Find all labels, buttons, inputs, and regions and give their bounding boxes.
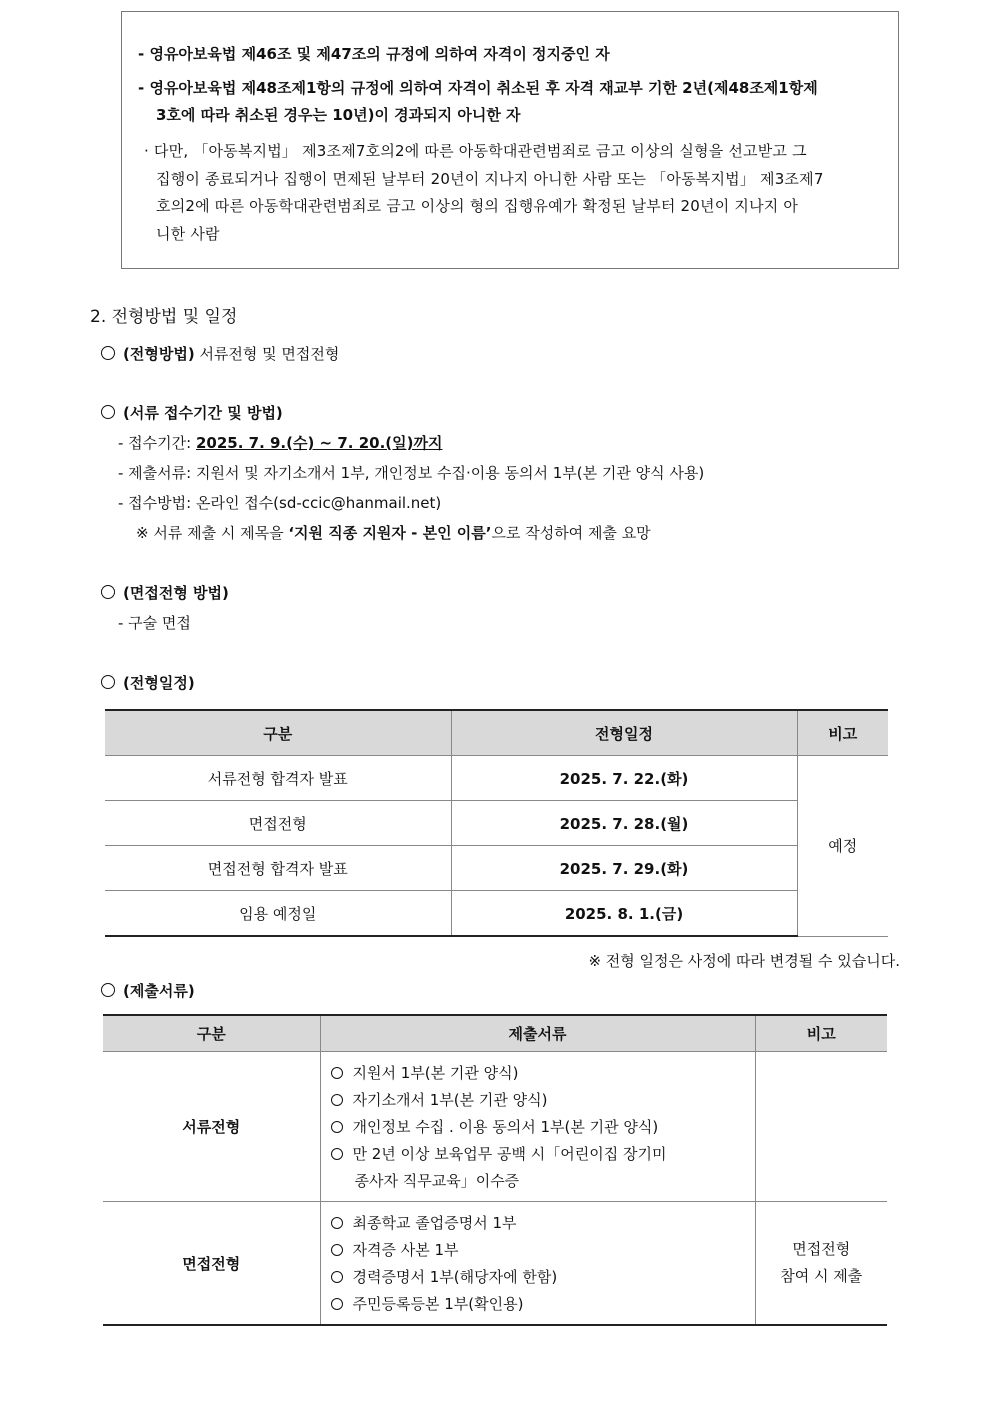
disqualification-note-line-2: 집행이 종료되거나 집행이 면제된 날부터 20년이 지나지 아니한 사람 또는 「아동복지법」 제3조제7 xyxy=(156,170,824,188)
disqualification-note-line-1: · 다만, 「아동복지법」 제3조제7호의2에 따른 아동학대관련범죄로 금고 이상의 실형을 선고받고 그 xyxy=(144,142,807,160)
schedule-stage: 임용 예정일 xyxy=(105,891,451,937)
circle-bullet-icon xyxy=(331,1244,343,1256)
schedule-footnote: ※ 전형 일정은 사정에 따라 변경될 수 있습니다. xyxy=(588,952,900,970)
document-item-text: 최종학교 졸업증명서 1부 xyxy=(352,1214,517,1232)
disqualification-item-2-line-1: - 영유아보육법 제48조제1항의 규정에 의하여 자격이 취소된 후 자격 재교부 기한 2년(제48조제1항제 xyxy=(138,79,818,97)
table-row xyxy=(103,1202,887,1326)
document-item-text: 주민등록등본 1부(확인용) xyxy=(352,1295,524,1313)
documents-label: (제출서류) xyxy=(123,982,195,1000)
documents-table xyxy=(103,1014,887,1326)
header-remark: 비고 xyxy=(755,1015,887,1052)
list-item xyxy=(331,1114,745,1141)
section-heading: 2. 전형방법 및 일정 xyxy=(90,307,238,327)
submission-docs: - 제출서류: 지원서 및 자기소개서 1부, 개인정보 수집·이용 동의서 1부(본 기관 양식 사용) xyxy=(118,464,705,482)
documents-remark-line-2: 참여 시 제출 xyxy=(780,1267,863,1285)
documents-remark xyxy=(755,1052,887,1202)
circle-bullet-icon xyxy=(331,1121,343,1133)
circle-bullet-icon xyxy=(101,585,115,599)
circle-bullet-icon xyxy=(331,1094,343,1106)
schedule-label-line xyxy=(101,672,195,693)
disqualification-item-1: - 영유아보육법 제46조 및 제47조의 규정에 의하여 자격이 정지중인 자 xyxy=(138,45,610,63)
schedule-date: 2025. 7. 22.(화) xyxy=(451,756,797,801)
document-item-text: 경력증명서 1부(해당자에 한함) xyxy=(352,1268,558,1286)
schedule-stage: 서류전형 합격자 발표 xyxy=(105,756,451,801)
method-line xyxy=(101,343,339,364)
table-header-row xyxy=(105,710,888,756)
submission-label: (서류 접수기간 및 방법) xyxy=(123,404,283,422)
header-remark: 비고 xyxy=(797,710,888,756)
circle-bullet-icon xyxy=(101,675,115,689)
interview-text: - 구술 면접 xyxy=(118,614,191,632)
table-row xyxy=(105,891,888,937)
schedule-label: (전형일정) xyxy=(123,674,195,692)
list-item xyxy=(331,1141,745,1168)
submission-note-prefix: ※ 서류 제출 시 제목을 xyxy=(136,524,289,542)
schedule-remark: 예정 xyxy=(797,756,888,937)
circle-bullet-icon xyxy=(101,405,115,419)
schedule-stage: 면접전형 xyxy=(105,801,451,846)
schedule-date: 2025. 7. 29.(화) xyxy=(451,846,797,891)
documents-list xyxy=(320,1202,755,1326)
method-text: 서류전형 및 면접전형 xyxy=(194,345,340,363)
submission-method: - 접수방법: 온라인 접수(sd-ccic@hanmail.net) xyxy=(118,494,442,512)
list-item xyxy=(331,1264,745,1291)
document-item-text: 자기소개서 1부(본 기관 양식) xyxy=(352,1091,548,1109)
table-row xyxy=(105,801,888,846)
disqualification-item-2-line-2: 3호에 따라 취소된 경우는 10년)이 경과되지 아니한 자 xyxy=(156,106,521,124)
list-item xyxy=(331,1237,745,1264)
document-item-text: 자격증 사본 1부 xyxy=(352,1241,459,1259)
header-category: 구분 xyxy=(103,1015,320,1052)
documents-stage: 면접전형 xyxy=(103,1202,320,1326)
circle-bullet-icon xyxy=(101,346,115,360)
list-item xyxy=(331,1210,745,1237)
submission-label-line xyxy=(101,402,283,423)
circle-bullet-icon xyxy=(331,1148,343,1160)
documents-remark-line-1: 면접전형 xyxy=(792,1240,851,1258)
disqualification-note-line-4: 니한 사람 xyxy=(156,225,220,243)
table-row xyxy=(103,1052,887,1202)
documents-list xyxy=(320,1052,755,1202)
list-item xyxy=(331,1087,745,1114)
document-item-text: 개인정보 수집 . 이용 동의서 1부(본 기관 양식) xyxy=(352,1118,659,1136)
disqualification-box xyxy=(121,11,899,269)
submission-period-prefix: - 접수기간: xyxy=(118,434,196,452)
document-item-text: 만 2년 이상 보육업무 공백 시「어린이집 장기미 xyxy=(352,1145,667,1163)
schedule-date: 2025. 8. 1.(금) xyxy=(451,891,797,937)
interview-label-line xyxy=(101,582,229,603)
schedule-date: 2025. 7. 28.(월) xyxy=(451,801,797,846)
circle-bullet-icon xyxy=(331,1298,343,1310)
submission-note-bold: ‘지원 직종 지원자 - 본인 이름’ xyxy=(288,524,492,542)
document-item-text: 지원서 1부(본 기관 양식) xyxy=(352,1064,519,1082)
submission-period xyxy=(118,432,442,453)
disqualification-note-line-3: 호의2에 따른 아동학대관련범죄로 금고 이상의 형의 집행유예가 확정된 날부터 20년이 지나지 아 xyxy=(156,197,799,215)
circle-bullet-icon xyxy=(331,1217,343,1229)
table-row xyxy=(105,756,888,801)
interview-label: (면접전형 방법) xyxy=(123,584,229,602)
schedule-stage: 면접전형 합격자 발표 xyxy=(105,846,451,891)
submission-period-value: 2025. 7. 9.(수) ~ 7. 20.(일)까지 xyxy=(195,434,443,452)
circle-bullet-icon xyxy=(331,1067,343,1079)
list-item-continued: 종사자 직무교육」이수증 xyxy=(354,1172,520,1190)
header-category: 구분 xyxy=(105,710,451,756)
schedule-table xyxy=(105,709,888,937)
documents-label-line xyxy=(101,980,195,1001)
list-item xyxy=(331,1291,745,1318)
method-label: (전형방법) xyxy=(123,345,195,363)
circle-bullet-icon xyxy=(101,983,115,997)
circle-bullet-icon xyxy=(331,1271,343,1283)
submission-note-suffix: 으로 작성하여 제출 요망 xyxy=(491,524,651,542)
table-row xyxy=(105,846,888,891)
documents-remark xyxy=(755,1202,887,1326)
list-item xyxy=(331,1060,745,1087)
header-documents: 제출서류 xyxy=(320,1015,755,1052)
submission-note xyxy=(136,522,651,543)
header-schedule: 전형일정 xyxy=(451,710,797,756)
table-header-row xyxy=(103,1015,887,1052)
documents-stage: 서류전형 xyxy=(103,1052,320,1202)
